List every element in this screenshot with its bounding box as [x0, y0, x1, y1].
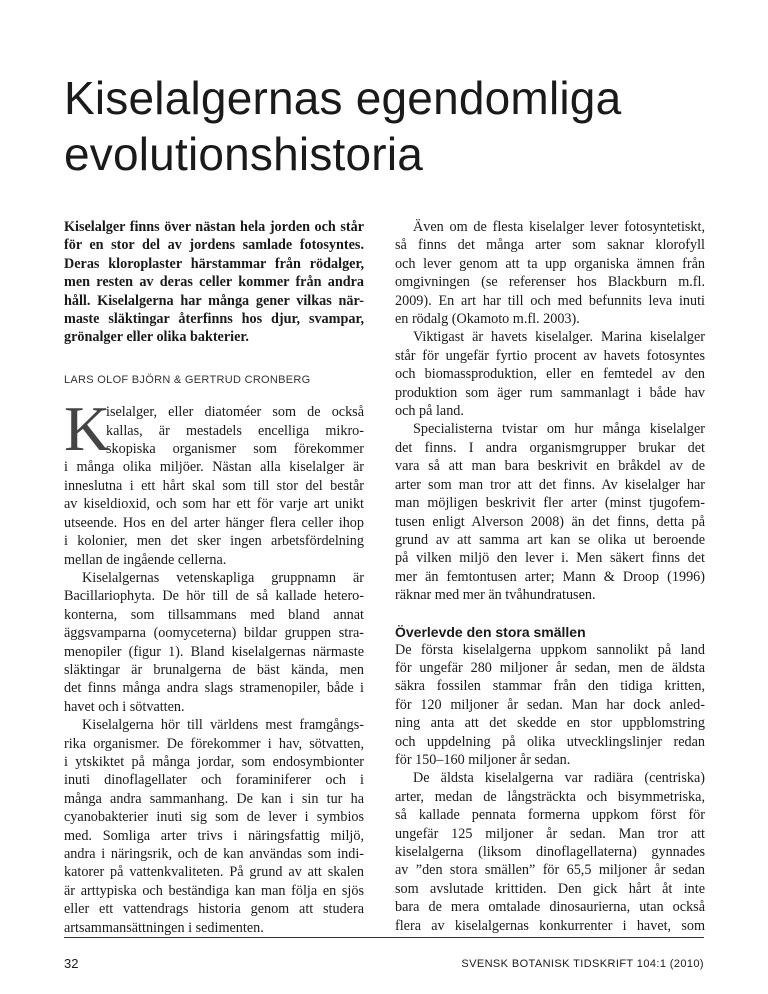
drop-cap: K — [64, 393, 111, 465]
body-line: det finns många andra slags stramenopiler, både i — [64, 680, 364, 697]
body-line: säkra fossilen stammar från den tidiga kritten, — [395, 678, 705, 695]
page-number: 32 — [64, 956, 79, 971]
lead-paragraph — [64, 218, 364, 347]
body-line: räknar med mer än tvåhundratusen. — [395, 587, 596, 604]
body-line: i kolonier, men det sker ingen arbetsfördelning — [64, 533, 364, 550]
author-byline: LARS OLOF BJÖRN & GERTRUD CRONBERG — [64, 373, 311, 386]
lead-line: grönalger eller olika bakterier. — [64, 329, 249, 346]
body-line: flera av kiselalgernas konkurrenter i havet, som — [395, 917, 705, 934]
right-column — [395, 218, 705, 935]
lead-line: maste släktingar återfinns hos djur, svampar, — [64, 311, 364, 328]
body-line: skopiska organismer som förekommer — [106, 441, 364, 458]
body-line: Viktigast är havets kiselalger. Marina kiselalger — [413, 329, 705, 346]
body-line: det finns. I andra organismgrupper brukar det — [395, 439, 705, 456]
body-line: havet och i sötvatten. — [64, 698, 185, 715]
body-line: av kiseldioxid, och som har ett för varje art unikt — [64, 496, 364, 513]
body-line: andra i näringsrik, och de kan användas som indi- — [64, 846, 364, 862]
body-line: står för ungefär fyrtio procent av havets fotosyntes — [395, 347, 705, 364]
lead-line: Kiselalger finns över nästan hela jorden och står — [64, 219, 364, 235]
body-line: för ungefär 280 miljoner år sedan, men de äldsta — [395, 659, 705, 676]
body-line: ning anta att det skedde en stor uppblomstring — [395, 715, 705, 732]
footer-rule — [64, 937, 704, 938]
body-line: och biomassproduktion, eller en femtedel av den — [395, 366, 705, 383]
lead-line: Deras kloroplaster härstammar från rödalger, — [64, 255, 364, 272]
body-line: av ”den stora smällen” för 65,5 miljoner år sedan — [395, 862, 705, 879]
body-line: mer än femtontusen arter; Mann & Droop (1996) — [395, 568, 705, 585]
body-line: bara de mera omtalade dinosaurierna, utan också — [395, 899, 705, 916]
body-line: i ytskiktet på många jordar, som endosymbionter — [64, 753, 364, 770]
body-line: för 120 miljoner år sedan. Man har dock anled- — [395, 696, 705, 713]
body-line: vara så att man bara beskrivit en bråkdel av de — [395, 458, 705, 475]
body-line: kiselalgerna (liksom dinoflagellaterna) gynnades — [395, 844, 705, 860]
body-line: artsammansättningen i sedimenten. — [64, 919, 264, 936]
body-line: och uppdelning på olika utvecklingslinjer redan — [395, 733, 705, 750]
body-line: och lever genom att ta upp organiska ämnen från — [395, 255, 705, 272]
lead-line: håll. Kiselalgerna har många gener vilkas när- — [64, 292, 364, 309]
body-line: är arttypiska och beständiga kan man följa en sjös — [64, 882, 364, 899]
body-line: på vilken miljö den lever i. Men säkert finns det — [395, 550, 705, 567]
body-line: Bacillariophyta. De hör till de så kallade hetero- — [64, 588, 364, 605]
body-line: rika organismer. De förekommer i hav, sötvatten, — [64, 735, 364, 752]
body-line: kallas, är mestadels encelliga mikro- — [106, 422, 364, 439]
body-line: grund av att samma art kan se olika ut beroende — [395, 531, 705, 548]
section-heading: Överlevde den stora smällen — [395, 623, 586, 640]
body-line: som avslutade krittiden. Den gick hårt åt inte — [395, 880, 705, 897]
body-line: 2009). En art har till och med befunnits leva inuti — [395, 292, 705, 309]
body-line: så finns det många arter som saknar klorofyll — [395, 237, 705, 254]
body-line: med. Somliga arter trivs i näringsfattig miljö, — [64, 827, 364, 844]
body-line: mellan de ingående cellerna. — [64, 551, 227, 568]
body-line: produktion som äger rum sammanlagt i både hav — [395, 384, 705, 401]
body-line: Specialisterna tvistar om hur många kiselalger — [413, 421, 705, 438]
body-line: Kiselalgernas vetenskapliga gruppnamn är — [82, 569, 364, 586]
body-line: eller ett vattendrags historia genom att studera — [64, 901, 364, 918]
lead-line: för en stor del av jordens samlade fotosyntes. — [64, 237, 364, 254]
body-line: i många olika miljöer. Nästan alla kiselalger är — [64, 459, 364, 476]
body-line: man möjligen beskrivit fler arter (minst tjugofem- — [395, 495, 705, 512]
body-line: tusen enligt Alverson 2008) än det finns, detta på — [395, 513, 705, 530]
body-line: inuti dinoflagellater och foraminiferer och i — [64, 772, 364, 789]
left-column — [64, 218, 364, 937]
body-line: äggsvamparna (oomyceterna) bildar gruppen stra- — [64, 625, 364, 642]
body-line: utseende. Hos en del arter hänger flera celler ihop — [64, 514, 364, 531]
lead-line: men resten av deras celler kommer från andra — [64, 274, 364, 291]
body-line: arter, medan de långsträckta och bisymmetriska, — [395, 788, 705, 805]
body-line: ungefär 125 miljoner år sedan. Man tror att — [395, 825, 705, 842]
body-line: inneslutna i ett hårt skal som till stor del består — [64, 477, 364, 494]
body-line: många andra sammanhang. De kan i sin tur ha — [64, 790, 364, 807]
body-line: menopiler (figur 1). Bland kiselalgernas närmaste — [64, 643, 364, 660]
body-line: De äldsta kiselalgerna var radiära (centriska) — [413, 770, 705, 787]
journal-footer: SVENSK BOTANISK TIDSKRIFT 104:1 (2010) — [461, 958, 704, 970]
body-paragraph — [64, 393, 364, 937]
body-line: och på land. — [395, 403, 464, 420]
body-line: Kiselalgerna hör till världens mest framgångs- — [82, 717, 364, 734]
body-line: De första kiselalgerna uppkom sannolikt på land — [395, 641, 705, 658]
body-line: Även om de flesta kiselalger lever fotosyntetiskt, — [413, 219, 705, 235]
body-line: så kallade pennata formerna uppkom först för — [395, 807, 705, 824]
body-line: konterna, som tillsammans med bland annat — [64, 606, 364, 623]
body-line: iselalger, eller diatoméer som de också — [106, 404, 364, 421]
body-line: katorer på vattenkvaliteten. På grund av att skalen — [64, 864, 364, 881]
body-line: omgivningen (se referenser hos Blackburn m.fl. — [395, 274, 705, 291]
body-line: en rödalg (Okamoto m.fl. 2003). — [395, 311, 580, 328]
article-title: Kiselalgernas egendomliga evolutionshistoria — [64, 72, 622, 180]
body-line: släktingar är brunalgerna de bäst kända, men — [64, 661, 364, 678]
body-line: för 150–160 miljoner år sedan. — [395, 751, 571, 768]
body-line: cyanobakterier inuti sig som de lever i symbios — [64, 809, 364, 826]
body-line: arter som man tror att det finns. Av kiselalger har — [395, 476, 705, 493]
